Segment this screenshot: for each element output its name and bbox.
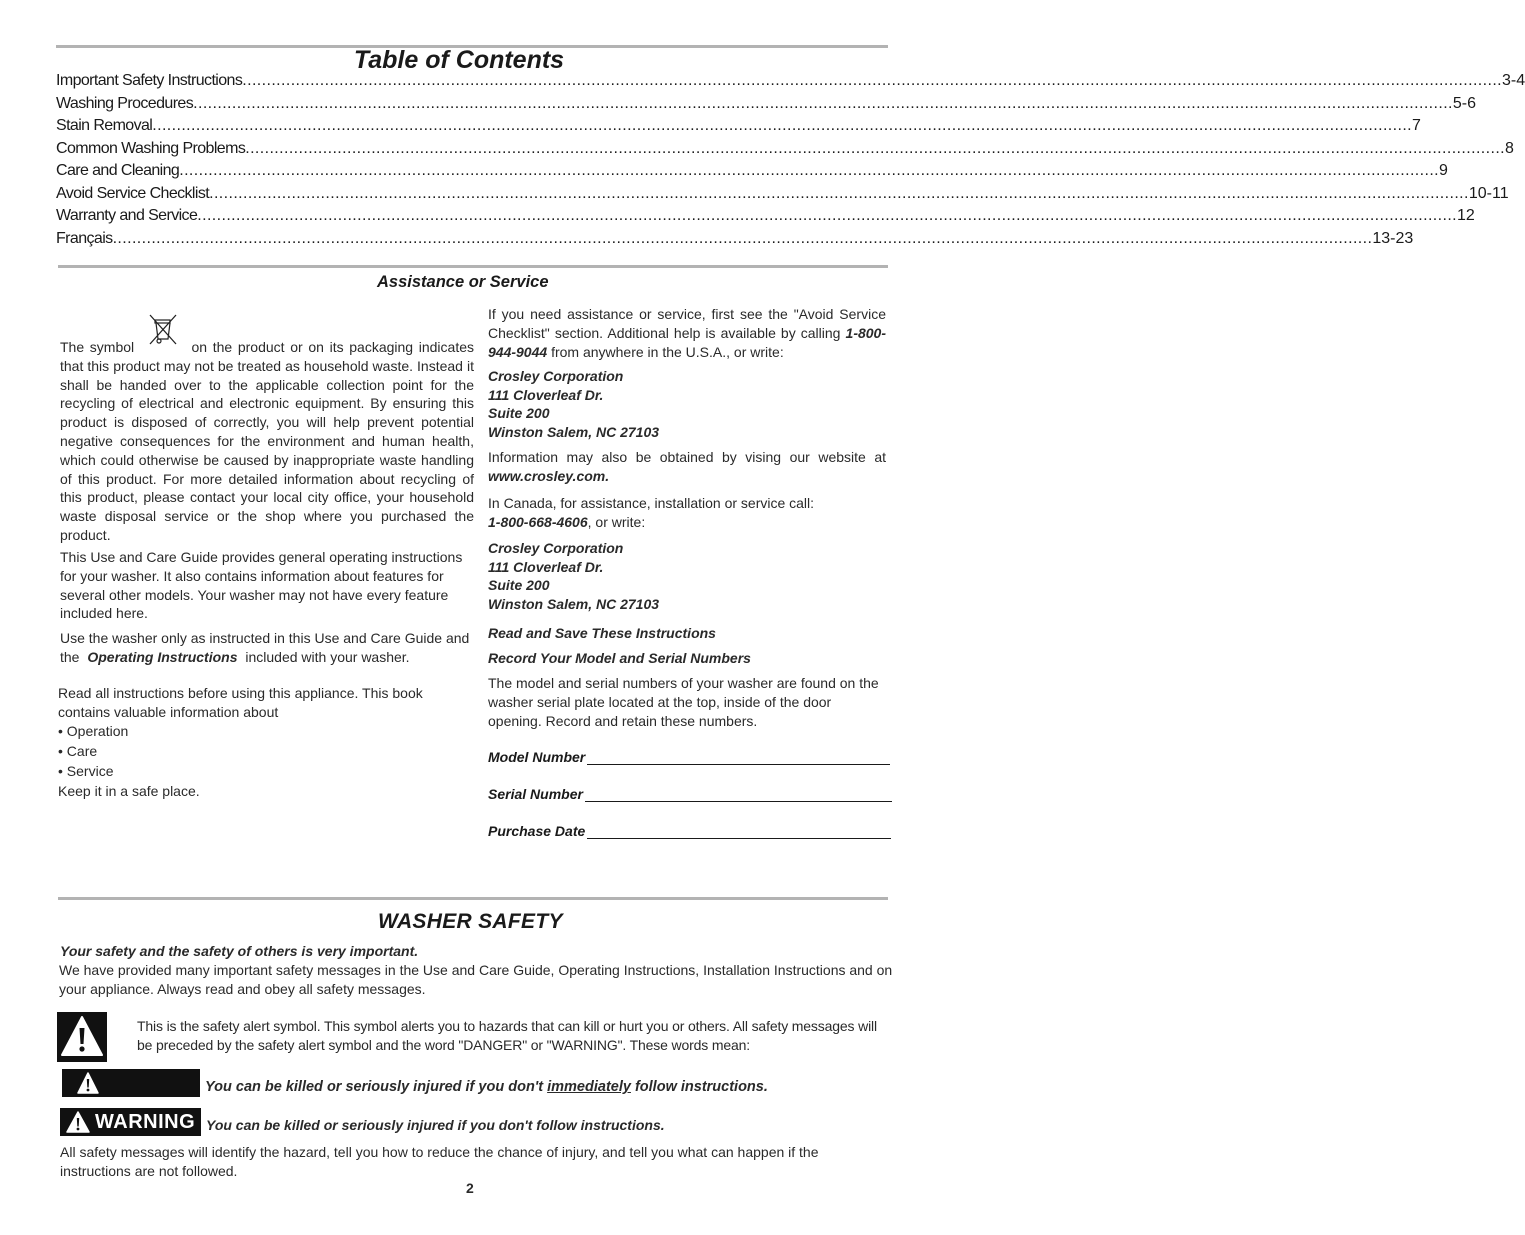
help-paragraph <box>488 305 886 361</box>
website-link[interactable]: www.crosley.com. <box>488 467 610 484</box>
canada-address <box>488 539 659 614</box>
canada-phone: 1-800-668-4606 <box>488 513 588 530</box>
us-address-line: Suite 200 <box>488 405 550 422</box>
toc-leader-dots: .................................................................................................................................................................................................................................................................... <box>193 94 1453 112</box>
warning-text: You can be killed or seriously injured if you don't follow instructions. <box>206 1117 665 1133</box>
toc-leader-dots: .................................................................................................................................................................................................................................................................... <box>242 72 1503 89</box>
toc-leader-dots: .................................................................................................................................................................................................................................................................... <box>112 229 1373 247</box>
toc-title: Table of Contents <box>353 46 565 74</box>
danger-text-post: follow instructions. <box>630 1079 768 1095</box>
toc-entry[interactable] <box>56 183 1509 205</box>
warning-triangle-icon <box>57 1012 107 1062</box>
toc-entry-label: Care and Cleaning <box>56 162 180 179</box>
serial-number-label: Serial Number <box>488 786 583 802</box>
serial-number-line[interactable] <box>585 787 892 802</box>
toc-entry[interactable] <box>56 205 1475 227</box>
help-text: If you need assistance or service, first see the "Avoid Service Checklist" section. Additional help is available by calling <box>488 306 886 341</box>
toc-leader-dots: .................................................................................................................................................................................................................................................................... <box>209 184 1469 202</box>
toc-entry-label: Washing Procedures <box>56 94 194 112</box>
toc-entry-page: 5-6 <box>1452 94 1477 112</box>
warning-badge-triangle-icon <box>60 1108 94 1136</box>
canada-text: In Canada, for assistance, installation or service call: <box>488 495 815 511</box>
toc-leader-dots: .................................................................................................................................................................................................................................................................... <box>197 207 1458 224</box>
safety-intro: We have provided many important safety messages in the Use and Care Guide, Operating Instructions, Installation Instructions and on your appliance. Always read and obey all safety messages. <box>59 962 893 997</box>
use-washer-pre: Use the washer only as instructed in this Use and Care Guide and the <box>60 630 470 665</box>
wheelie-bin-icon <box>146 312 180 342</box>
guide-paragraph: This Use and Care Guide provides general operating instructions for your washer. It also contains information about features for several other models. Your washer may not have every feature included here. <box>60 549 463 622</box>
toc-entry-page: 3-4 <box>1502 72 1525 89</box>
purchase-date-field[interactable] <box>488 823 891 839</box>
toc-bottom-rule <box>58 265 888 268</box>
website-paragraph <box>488 448 886 486</box>
purchase-date-line[interactable] <box>587 824 891 839</box>
toc-entry-label: Avoid Service Checklist <box>56 184 210 202</box>
use-washer-paragraph <box>60 629 474 667</box>
model-serial-paragraph: The model and serial numbers of your washer are found on the washer serial plate located at the top, inside of the door opening. Record and retain these numbers. <box>488 675 879 729</box>
keep-safe-text: Keep it in a safe place. <box>58 783 200 799</box>
toc-entry-label: Stain Removal <box>56 117 153 134</box>
toc-entry[interactable] <box>56 228 1414 250</box>
model-number-field[interactable] <box>488 749 890 765</box>
canada-paragraph <box>488 494 886 532</box>
toc-entry-label: Français <box>56 229 113 247</box>
washer-safety-title: WASHER SAFETY <box>378 910 563 933</box>
toc-entry-page: 7 <box>1412 117 1421 134</box>
toc-entry[interactable] <box>56 93 1477 115</box>
canada-address-line: Winston Salem, NC 27103 <box>488 596 660 613</box>
assistance-heading: Assistance or Service <box>377 273 549 291</box>
recycle-pre: The symbol <box>60 339 135 355</box>
bullet-operation: • Operation <box>58 723 129 739</box>
read-all-paragraph: Read all instructions before using this appliance. This book contains valuable information about <box>58 685 423 720</box>
recycle-post: on the product or on its packaging indicates that this product may not be treated as household waste. Instead it shall be handed over to the applicable collection point for the recycling of electrical and electronic equipment. By ensuring this product is disposed of correctly, you will help prevent potential negative consequences for the environment and human health, which could otherwise be caused by inappropriate waste handling of this product. For more detailed information about recycling of this product, please contact your local city office, your household waste disposal service or the shop where you purchased the product. <box>60 339 475 543</box>
purchase-date-label: Purchase Date <box>488 823 586 839</box>
model-number-label: Model Number <box>488 749 586 765</box>
bullet-service: • Service <box>58 763 114 779</box>
toc-entry-page: 8 <box>1505 139 1514 157</box>
canada-address-line: Suite 200 <box>488 577 550 594</box>
danger-text-emph: immediately <box>547 1079 631 1095</box>
us-address-line: 111 Cloverleaf Dr. <box>488 386 604 403</box>
safety-top-rule <box>58 897 888 900</box>
toc-entry-label: Common Washing Problems <box>56 139 246 157</box>
danger-badge <box>62 1069 200 1097</box>
toc-entry-label: Warranty and Service <box>56 207 198 224</box>
operating-instructions-ref: Operating Instructions <box>87 648 238 665</box>
toc-entry-label: Important Safety Instructions <box>56 72 243 89</box>
toc-leader-dots: .................................................................................................................................................................................................................................................................... <box>245 139 1506 157</box>
safety-bold-intro: Your safety and the safety of others is very important. <box>60 943 419 959</box>
canada-address-line: 111 Cloverleaf Dr. <box>488 558 604 575</box>
bullet-care: • Care <box>58 743 98 759</box>
toc-entry[interactable] <box>56 160 1448 182</box>
danger-text <box>205 1078 768 1097</box>
model-number-line[interactable] <box>587 750 890 765</box>
us-address <box>488 367 659 442</box>
use-washer-post: included with your washer. <box>245 648 410 665</box>
toc-entry[interactable] <box>56 115 1421 137</box>
page-number: 2 <box>466 1180 474 1196</box>
us-address-line: Crosley Corporation <box>488 368 624 384</box>
safety-closing: All safety messages will identify the hazard, tell you how to reduce the chance of injury, and tell you what can happen if the instructions are not followed. <box>60 1144 819 1179</box>
toc-entry-page: 13-23 <box>1372 229 1414 247</box>
website-text: Information may also be obtained by vising our website at <box>488 449 886 465</box>
toc-entry[interactable] <box>56 138 1514 160</box>
toc-leader-dots: .................................................................................................................................................................................................................................................................... <box>152 117 1413 134</box>
read-save-heading: Read and Save These Instructions <box>488 625 716 641</box>
us-phone-tail: from anywhere in the U.S.A., or write: <box>551 343 784 360</box>
warning-badge-label: WARNING <box>95 1110 196 1133</box>
toc-leader-dots: .................................................................................................................................................................................................................................................................... <box>179 162 1440 179</box>
warning-badge <box>60 1108 201 1136</box>
danger-text-pre: You can be killed or seriously injured if you don't <box>205 1079 548 1095</box>
toc-entry[interactable] <box>56 70 1525 92</box>
record-heading: Record Your Model and Serial Numbers <box>488 650 751 666</box>
toc-entry-page: 12 <box>1457 207 1475 224</box>
toc-entry-page: 9 <box>1439 162 1448 179</box>
us-address-line: Winston Salem, NC 27103 <box>488 424 660 441</box>
us-phone: 1-800-944-9044 <box>488 324 886 360</box>
canada-phone-tail: , or write: <box>587 513 646 530</box>
safety-alert-text: This is the safety alert symbol. This symbol alerts you to hazards that can kill or hurt you or others. All safety messages will be preceded by the safety alert symbol and the word "DANGER" or "WARNING". These words mean: <box>137 1018 877 1053</box>
toc-entry-page: 10-11 <box>1468 184 1509 202</box>
recycle-paragraph <box>60 304 474 545</box>
canada-address-line: Crosley Corporation <box>488 540 624 556</box>
serial-number-field[interactable] <box>488 786 892 802</box>
